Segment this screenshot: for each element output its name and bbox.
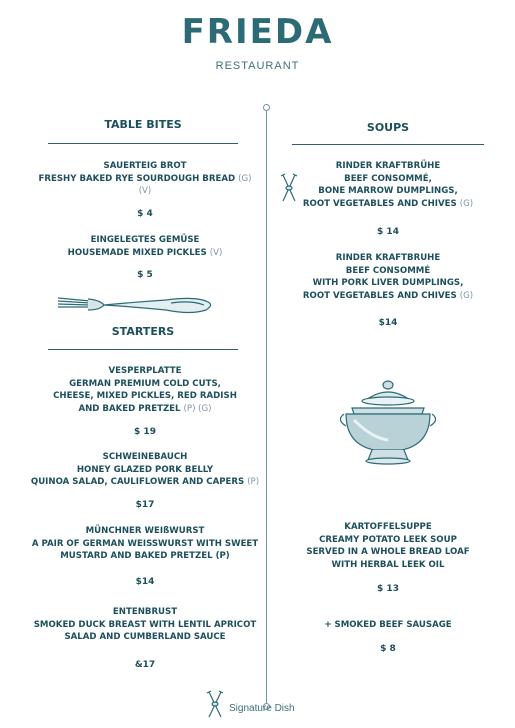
menu-item-rinder-kraftbruehe-1: RINDER KRAFTBRÜHE BEEF CONSOMMÉ, BONE MARROW DUMPLINGS, ROOT VEGETABLES AND CHIVES (G) — [302, 161, 474, 209]
menu-item-price: $17 — [135, 500, 155, 510]
menu-item-kartoffelsuppe: KARTOFFELSUPPE CREAMY POTATO LEEK SOUP SERVED IN A WHOLE BREAD LOAF WITH HERBAL LEEK OIL — [306, 522, 470, 570]
menu-item-price: $ 8 — [380, 644, 396, 654]
fork-icon — [56, 290, 216, 320]
menu-item-rinder-kraftbruehe-2: RINDER KRAFTBRUHE BEEF CONSOMMÉ WITH PORK LIVER DUMPLINGS, ROOT VEGETABLES AND CHIVES (G) — [302, 253, 474, 301]
menu-item-schweinebauch: SCHWEINEBAUCH HONEY GLAZED PORK BELLY QUINOA SALAD, CAULIFLOWER AND CAPERS (P) — [30, 452, 260, 487]
signature-dish-label: Signature Dish — [229, 703, 295, 714]
section-heading-soups: SOUPS — [366, 121, 410, 134]
menu-item-vesperplatte: VESPERPLATTE GERMAN PREMIUM COLD CUTS, CHEESE, MIXED PICKLES, RED RADISH AND BAKED PRETZEL (P) (G) — [53, 366, 237, 414]
fork-knife-icon — [205, 690, 225, 720]
menu-item-smoked-beef-sausage: + SMOKED BEEF SAUSAGE — [324, 620, 452, 630]
section-heading-table-bites: TABLE BITES — [104, 118, 182, 131]
menu-item-sauerteig-brot: SAUERTEIG BROT FRESHY BAKED RYE SOURDOUGH BREAD (G) (V) — [38, 161, 252, 196]
menu-item-price: $ 4 — [137, 209, 153, 219]
menu-item-eingelegtes-gemuese: EINGELEGTES GEMÜSE HOUSEMADE MIXED PICKLES (V) — [67, 235, 223, 258]
restaurant-title: FRIEDA — [181, 12, 334, 52]
menu-item-price: $ 19 — [134, 427, 156, 437]
menu-item-price: $14 — [135, 577, 155, 587]
soup-tureen-icon — [332, 378, 444, 468]
menu-item-entenbrust: ENTENBRUST SMOKED DUCK BREAST WITH LENTIL APRICOT SALAD AND CUMBERLAND SAUCE — [33, 607, 257, 642]
menu-item-price: $ 13 — [377, 584, 399, 594]
menu-item-price: &17 — [134, 660, 156, 670]
menu-item-price: $14 — [378, 318, 398, 328]
restaurant-subtitle: RESTAURANT — [215, 60, 300, 72]
menu-item-price: $ 14 — [377, 227, 399, 237]
section-heading-starters: STARTERS — [111, 325, 175, 338]
section-rule — [292, 144, 484, 145]
menu-item-price: $ 5 — [137, 270, 153, 280]
divider-dot-top — [263, 104, 270, 111]
section-rule — [48, 349, 238, 350]
section-rule — [48, 143, 238, 144]
menu-item-muenchner-weisswurst: MÜNCHNER WEIßWURST A PAIR OF GERMAN WEISSWURST WITH SWEET MUSTARD AND BAKED PRETZEL (P) — [31, 526, 259, 561]
